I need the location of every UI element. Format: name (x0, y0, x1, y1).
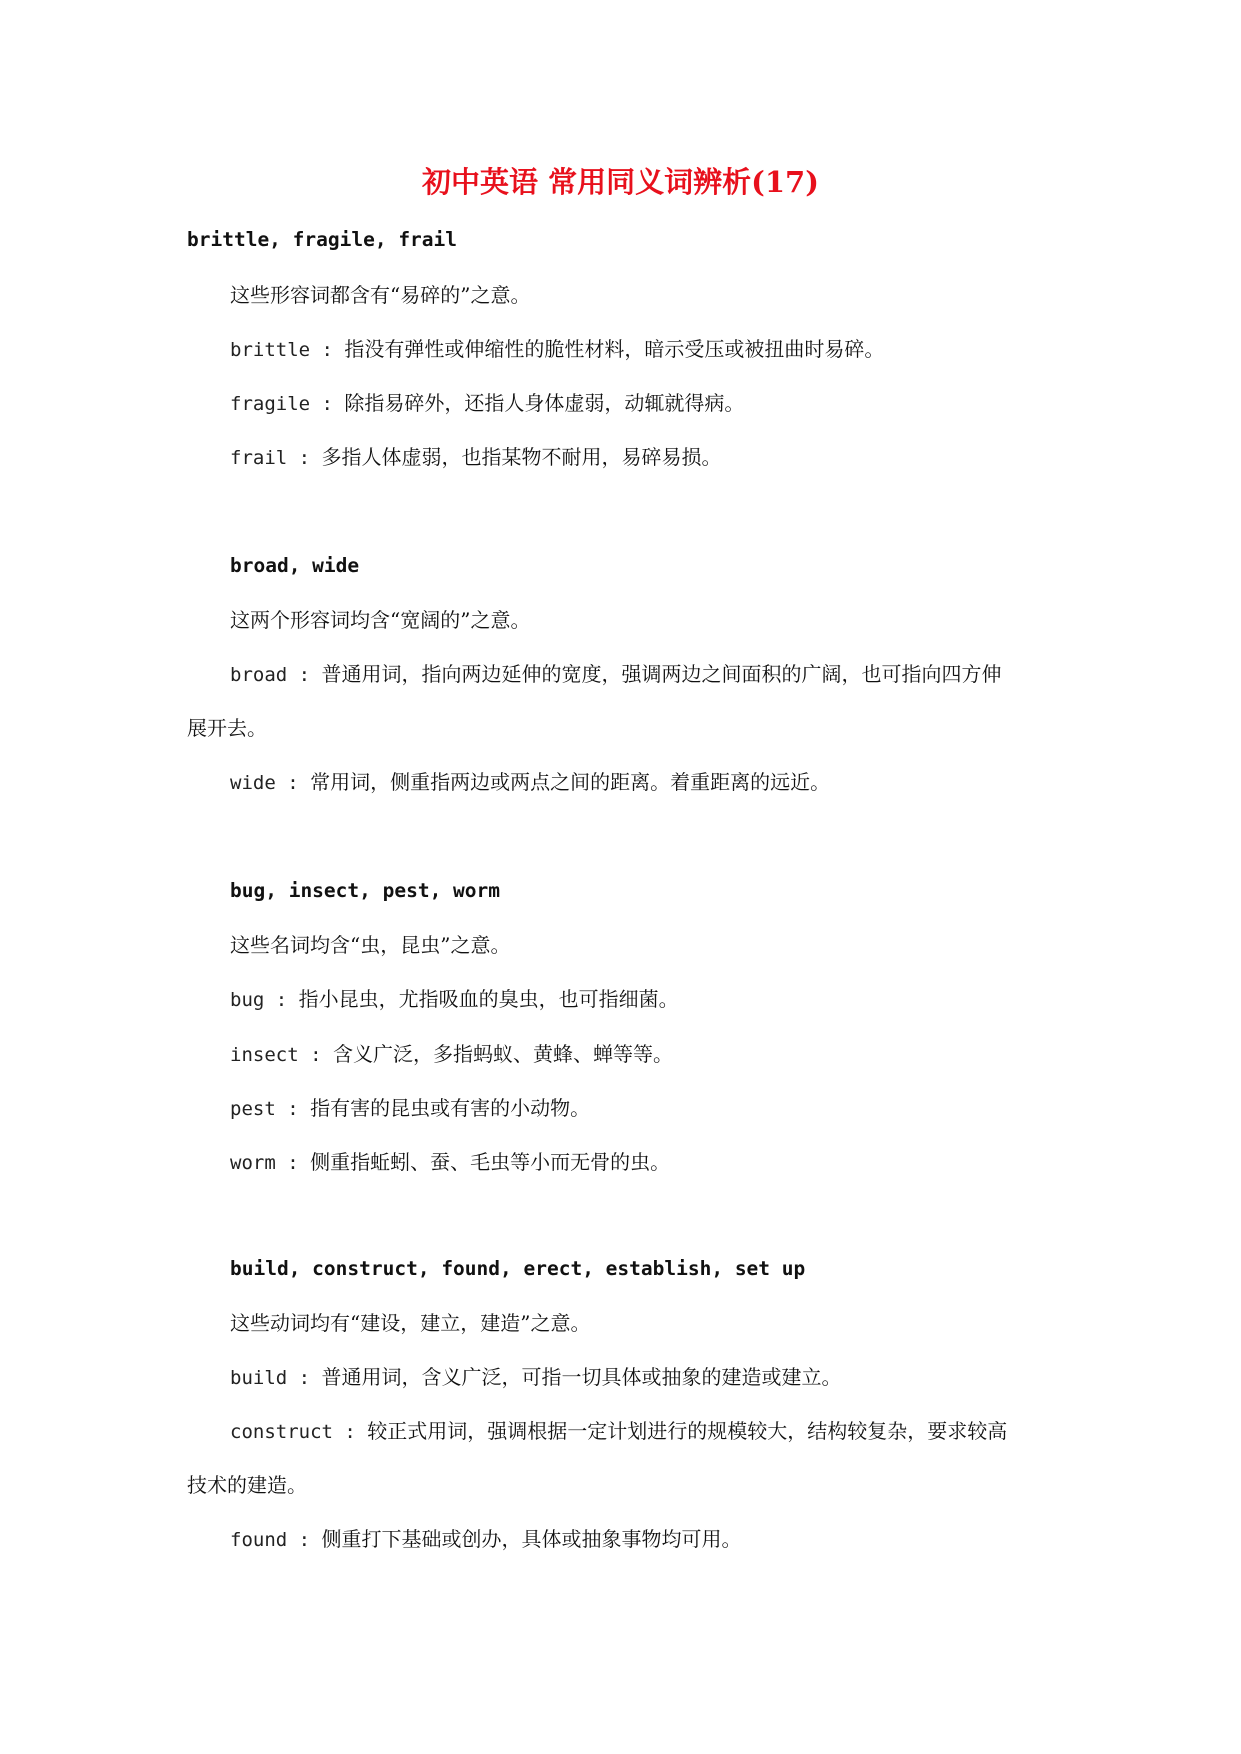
definition-separator: : (275, 1152, 311, 1174)
section-intro: 这些形容词都含有“易碎的”之意。 (230, 283, 531, 307)
definition-line (230, 1416, 1007, 1447)
definition-line (230, 1524, 742, 1555)
definition-text: 侧重指蚯蚓、蚕、毛虫等小而无骨的虫。 (310, 1150, 671, 1174)
definition-line (230, 984, 679, 1015)
definition-text: 侧重打下基础或创办，具体或抽象事物均可用。 (321, 1527, 742, 1551)
definition-line (230, 1362, 842, 1393)
definition-term: found (230, 1529, 288, 1551)
definition-line (230, 442, 722, 473)
section-intro: 这些动词均有“建设，建立，建造”之意。 (230, 1311, 591, 1335)
definition-term: construct (230, 1421, 333, 1443)
section-heading: bug, insect, pest, worm (230, 879, 501, 902)
definition-text: 多指人体虚弱，也指某物不耐用，易碎易损。 (321, 445, 722, 469)
definition-line (230, 388, 744, 419)
definition-separator: : (275, 772, 311, 794)
definition-term: broad (230, 664, 288, 686)
definition-text: 含义广泛，多指蚂蚁、黄蜂、蝉等等。 (332, 1042, 673, 1066)
definition-separator: : (264, 989, 299, 1011)
page-title: 初中英语 常用同义词辨析(17) (422, 165, 819, 199)
definition-separator: : (310, 393, 345, 415)
definition-line (230, 1147, 670, 1178)
definition-line (230, 334, 884, 365)
definition-separator: : (275, 1098, 311, 1120)
definition-separator: : (287, 1367, 322, 1389)
definition-separator: : (298, 1044, 333, 1066)
definition-text: 除指易碎外，还指人身体虚弱，动辄就得病。 (344, 391, 745, 415)
definition-text: 常用词，侧重指两边或两点之间的距离。着重距离的远近。 (310, 770, 831, 794)
definition-line (230, 659, 1002, 690)
definition-separator: : (287, 447, 322, 469)
definition-text: 指有害的昆虫或有害的小动物。 (310, 1096, 591, 1120)
section-intro: 这些名词均含“虫，昆虫”之意。 (230, 933, 511, 957)
definition-separator: : (332, 1421, 368, 1443)
definition-text: 较正式用词，强调根据一定计划进行的规模较大，结构较复杂，要求较高 (367, 1419, 1008, 1443)
definition-line (230, 1039, 673, 1070)
definition-term: worm (230, 1152, 276, 1174)
definition-term: insect (230, 1044, 299, 1066)
definition-separator: : (310, 339, 345, 361)
definition-text: 普通用词，含义广泛，可指一切具体或抽象的建造或建立。 (321, 1365, 842, 1389)
section-intro: 这两个形容词均含“宽阔的”之意。 (230, 608, 531, 632)
section-heading: broad, wide (230, 554, 360, 577)
definition-term: brittle (230, 339, 311, 361)
definition-text: 指小昆虫，尤指吸血的臭虫，也可指细菌。 (298, 987, 679, 1011)
definition-term: build (230, 1367, 288, 1389)
definition-continuation: 技术的建造。 (187, 1473, 307, 1497)
section-heading: brittle, fragile, frail (187, 228, 458, 251)
definition-term: wide (230, 772, 276, 794)
definition-term: fragile (230, 393, 311, 415)
definition-line (230, 1093, 590, 1124)
definition-term: frail (230, 447, 288, 469)
definition-separator: : (287, 1529, 322, 1551)
definition-term: pest (230, 1098, 276, 1120)
definition-term: bug (230, 989, 265, 1011)
definition-text: 指没有弹性或伸缩性的脆性材料，暗示受压或被扭曲时易碎。 (344, 337, 885, 361)
definition-continuation: 展开去。 (187, 716, 267, 740)
definition-text: 普通用词，指向两边延伸的宽度，强调两边之间面积的广阔，也可指向四方伸 (321, 662, 1002, 686)
definition-line (230, 767, 830, 798)
definition-separator: : (287, 664, 322, 686)
section-heading: build, construct, found, erect, establish, set up (230, 1257, 806, 1280)
